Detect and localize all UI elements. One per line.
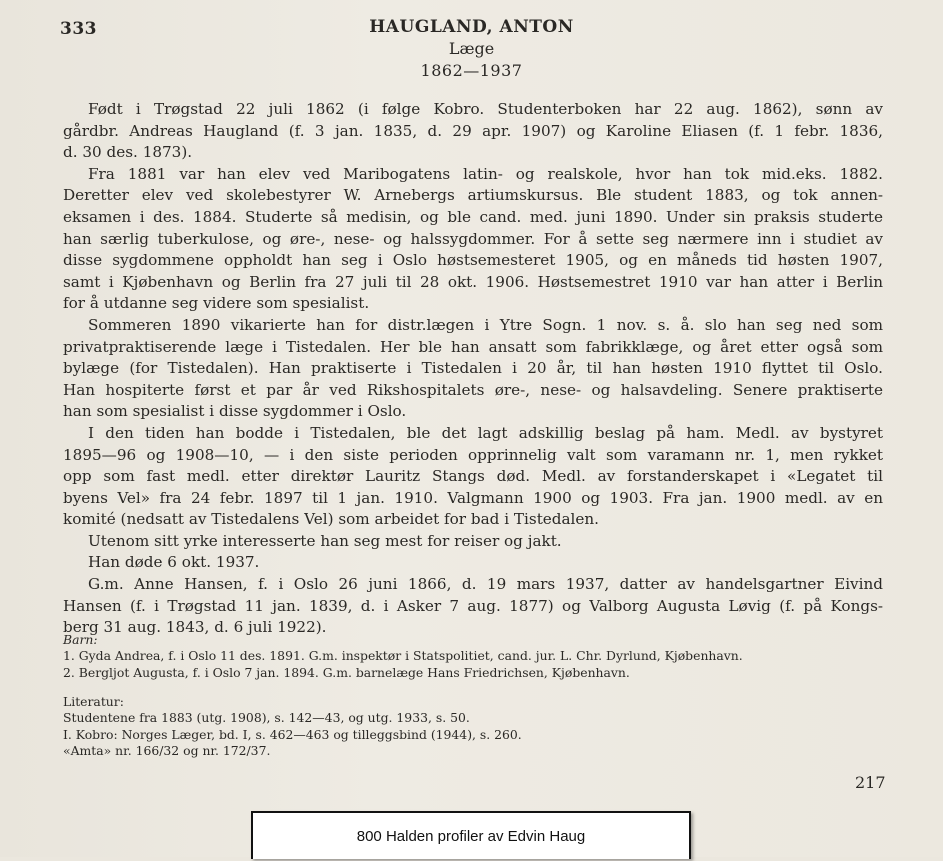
page-number-bottom: 217 [855, 773, 886, 792]
text-line: Sommeren 1890 vikarierte han for distr.lægen i Ytre Sogn. 1 nov. s. å. slo han seg ned som [88, 315, 883, 334]
literature-item: «Amta» nr. 166/32 og nr. 172/37. [63, 743, 271, 759]
text-line: disse sygdommene oppholdt han seg i Oslo høstsemesteret 1905, og en måneds tid høsten 1907, [63, 251, 883, 270]
text-line: byens Vel» fra 24 febr. 1897 til 1 jan. 1910. Valgmann 1900 og 1903. Fra jan. 1900 medl. av en [63, 488, 883, 507]
text-line: eksamen i des. 1884. Studerte så medisin, og ble cand. med. juni 1890. Under sin praksis studerte [63, 207, 883, 226]
page-number-top: 333 [60, 19, 97, 39]
text-line: Født i Trøgstad 22 juli 1862 (i følge Kobro. Studenterboken har 22 aug. 1862), sønn av [88, 100, 883, 118]
literature-heading: Literatur: [63, 694, 124, 709]
text-line: Fra 1881 var han elev ved Maribogatens latin- og realskole, hvor han tok mid.eks. 1882. [88, 164, 883, 183]
literature-section [63, 694, 883, 760]
text-line: komité (nedsatt av Tistedalens Vel) som arbeidet for bad i Tistedalen. [63, 510, 600, 529]
entry-years: 1862—1937 [420, 61, 523, 80]
text-line: han som spesialist i disse sygdommer i Oslo. [63, 402, 407, 421]
text-line: I den tiden han bodde i Tistedalen, ble det lagt adskillig beslag på ham. Medl. av bystyret [88, 423, 883, 442]
text-line: privatpraktiserende læge i Tistedalen. Her ble han ansatt som fabrikklæge, og året etter også som [63, 337, 883, 356]
text-line: samt i Kjøbenhavn og Berlin fra 27 juli til 28 okt. 1906. Høstsemestret 1910 var han atter i Berlin [63, 272, 883, 291]
child-item: 1. Gyda Andrea, f. i Oslo 11 des. 1891. G.m. inspektør i Statspolitiet, cand. jur. L. Chr. Dyrlund, Kjøbenhavn. [63, 648, 743, 664]
text-line: Utenom sitt yrke interesserte han seg mest for reiser og jakt. [88, 531, 562, 550]
text-line: opp som fast medl. etter direktør Lauritz Stangs død. Medl. av forstanderskapet i «Legatet til [63, 467, 883, 486]
text-line: bylæge (for Tistedalen). Han praktiserte i Tistedalen i 20 år, til han høsten 1910 flyttet til Oslo. [63, 359, 883, 378]
biography-text [63, 99, 883, 639]
text-line: G.m. Anne Hansen, f. i Oslo 26 juni 1866, d. 19 mars 1937, datter av handelsgartner Eivind [88, 575, 883, 594]
text-line: 1895—96 og 1908—10, — i den siste perioden opprinnelig valt som varamann nr. 1, men rykket [63, 445, 883, 464]
text-line: for å utdanne seg videre som spesialist. [63, 294, 370, 313]
caption-label: 800 Halden profiler av Edvin Haug [251, 811, 691, 859]
entry-profession: Læge [448, 39, 495, 58]
entry-name: HAUGLAND, ANTON [369, 17, 574, 37]
text-line: Han døde 6 okt. 1937. [88, 553, 260, 572]
literature-item: I. Kobro: Norges Læger, bd. I, s. 462—463 og tilleggsbind (1944), s. 260. [63, 726, 522, 742]
child-item: 2. Bergljot Augusta, f. i Oslo 7 jan. 1894. G.m. barnelæge Hans Friedrichsen, Kjøbenhavn. [63, 664, 630, 680]
text-line: Deretter elev ved skolebestyrer W. Arnebergs artiumskursus. Ble student 1883, og tok annen- [63, 186, 883, 205]
text-line: berg 31 aug. 1843, d. 6 juli 1922). [63, 618, 327, 637]
literature-item: Studentene fra 1883 (utg. 1908), s. 142—43, og utg. 1933, s. 50. [63, 710, 470, 726]
text-line: Hansen (f. i Trøgstad 11 jan. 1839, d. i Asker 7 aug. 1877) og Valborg Augusta Løvig (f. på Kongs- [63, 596, 883, 615]
text-line: d. 30 des. 1873). [63, 143, 193, 162]
children-heading: Barn: [63, 632, 98, 647]
text-line: gårdbr. Andreas Haugland (f. 3 jan. 1835, d. 29 apr. 1907) og Karoline Eliasen (f. 1 febr. 1836, [63, 121, 883, 140]
text-line: han særlig tuberkulose, og øre-, nese- og halssygdommer. For å sette seg nærmere inn i studiet av [63, 229, 883, 248]
children-section [63, 632, 883, 681]
text-line: Han hospiterte først et par år ved Rikshospitalets øre-, nese- og halsavdeling. Senere praktiserte [63, 380, 883, 399]
